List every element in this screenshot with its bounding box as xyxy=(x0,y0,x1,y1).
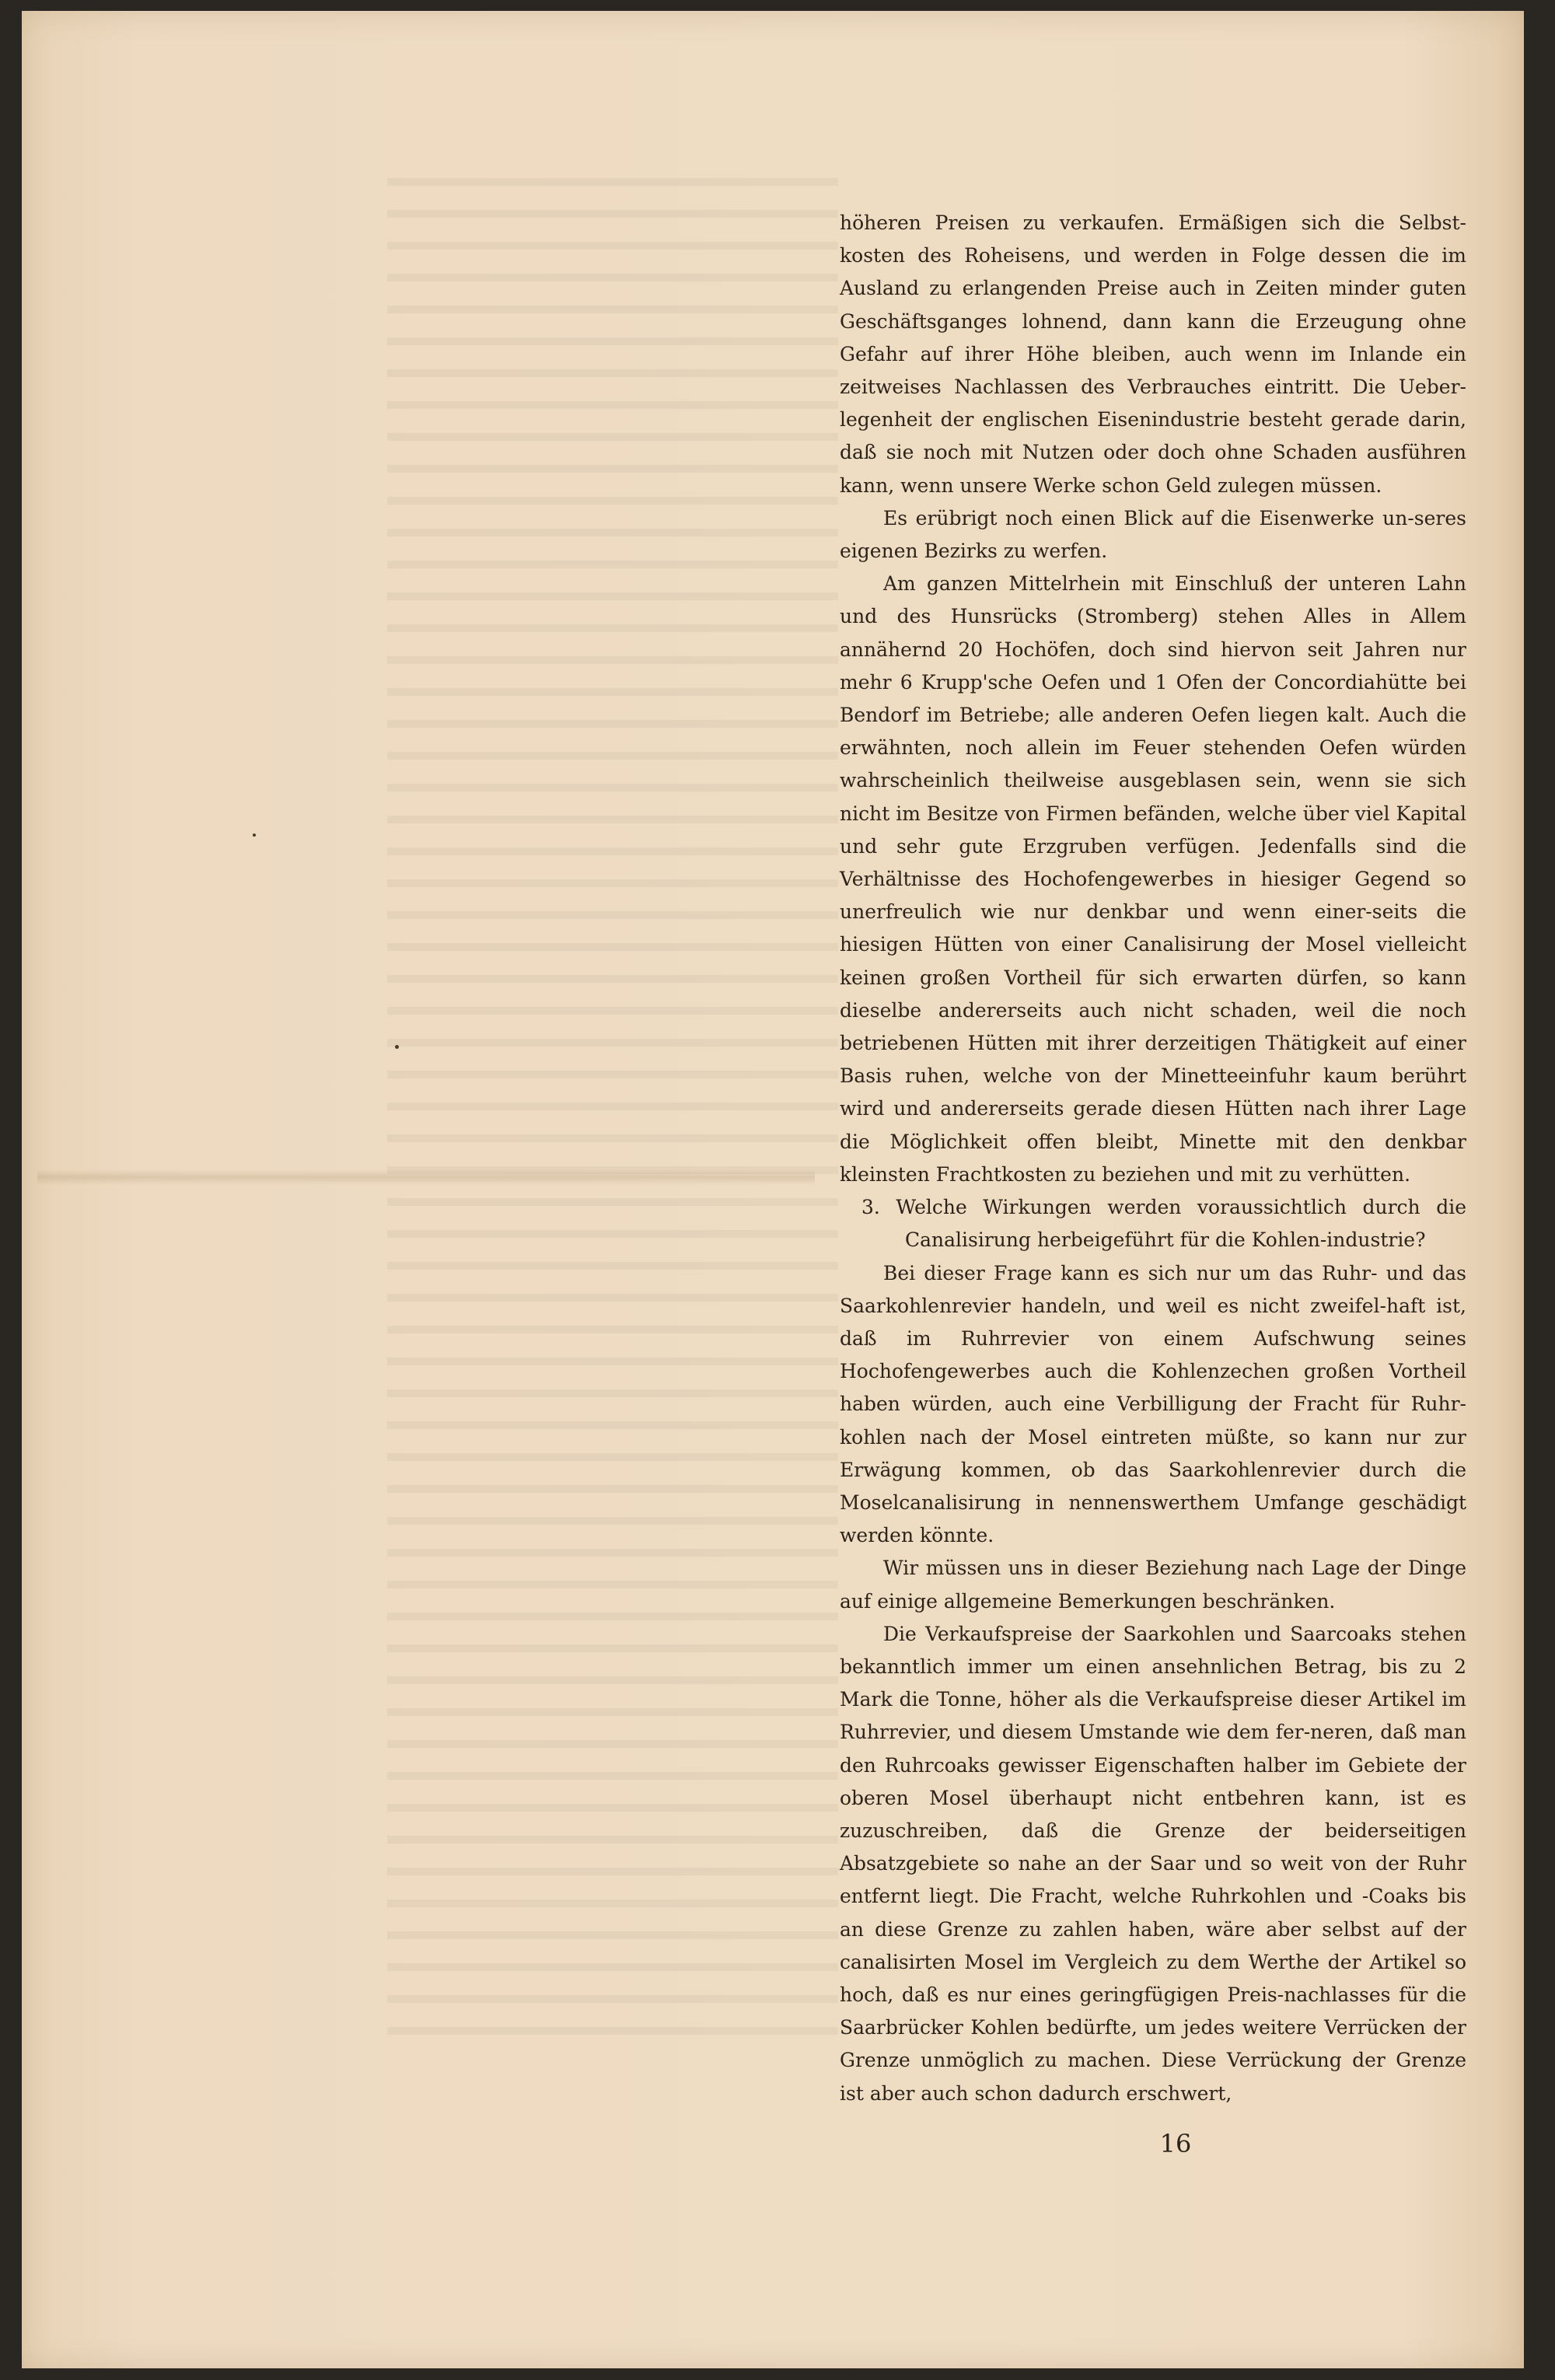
paragraph: Bei dieser Frage kann es sich nur um das Ruhr- und das Saarkohlenrevier handeln, und weil es nicht zweifel-haft ist, daß im Ruhrrevier von einem Aufschwung seines Hochofengewerbes auch die Kohlenzechen großen Vortheil haben würden, auch eine Verbilligung der Fracht für Ruhr-kohlen nach der Mosel eintreten müßte, so kann nur zur Erwägung kommen, ob das Saarkohlenrevier durch die Moselcanalisirung in nennenswerthem Umfange geschädigt werden könnte. xyxy=(840,1261,1466,1547)
paper-sheet xyxy=(22,11,1524,2368)
paper-speck xyxy=(253,834,256,837)
paragraph: Wir müssen uns in dieser Beziehung nach Lage der Dinge auf einige allgemeine Bemerkungen beschränken. xyxy=(840,1557,1466,1613)
paragraph: Die Verkaufspreise der Saarkohlen und Saarcoaks stehen bekanntlich immer um einen ansehnlichen Betrag, bis zu 2 Mark die Tonne, höher als die Verkaufspreise dieser Artikel im Ruhrrevier, und diesem Umstande wie dem fer-neren, daß man den Ruhrcoaks gewisser Eigenschaften halber im Gebiete der oberen Mosel überhaupt nicht entbehren kann, ist es zuzuschreiben, daß die Grenze der beiderseitigen Absatzgebiete so nahe an der Saar und so weit von der Ruhr entfernt liegt. Die Fracht, welche Ruhrkohlen und -Coaks bis an diese Grenze zu zahlen haben, wäre aber selbst auf der canalisirten Mosel im Vergleich zu dem Werthe der Artikel so hoch, daß es nur eines geringfügigen Preis-nachlasses für die Saarbrücker Kohlen bedürfte, um jedes weitere Verrücken der Grenze unmöglich zu machen. Diese Verrückung der Grenze ist aber auch schon dadurch erschwert, xyxy=(840,1622,1466,2105)
show-through-text xyxy=(387,178,838,2044)
paragraph: Am ganzen Mittelrhein mit Einschluß der unteren Lahn und des Hunsrücks (Stromberg) stehen Alles in Allem annähernd 20 Hochöfen, doch sind hiervon seit Jahren nur mehr 6 Krupp'sche Oefen und 1 Ofen der Concordiahütte bei Bendorf im Betriebe; alle anderen Oefen liegen kalt. Auch die erwähnten, noch allein im Feuer stehenden Oefen würden wahrscheinlich theilweise ausgeblasen sein, wenn sie sich nicht im Besitze von Firmen befänden, welche über viel Kapital und sehr gute Erzgruben verfügen. Jedenfalls sind die Verhältnisse des Hochofengewerbes in hiesiger Gegend so unerfreulich wie nur denkbar und wenn einer-seits die hiesigen Hütten von einer Canalisirung der Mosel vielleicht keinen großen Vortheil für sich erwarten dürfen, so kann dieselbe andererseits auch nicht schaden, weil die noch betriebenen Hütten mit ihrer derzeitigen Thätigkeit auf einer Basis ruhen, welche von der Minetteeinfuhr kaum berührt wird und andererseits gerade diesen Hütten nach ihrer Lage die Möglichkeit offen bleibt, Minette mit den denkbar kleinsten Frachtkosten zu beziehen und mit zu verhütten. xyxy=(840,572,1466,1186)
paragraph: Es erübrigt noch einen Blick auf die Eisenwerke un-seres eigenen Bezirks zu werfen. xyxy=(840,506,1466,563)
page-number: 16 xyxy=(1159,2129,1192,2158)
question-heading: 3. Welche Wirkungen werden voraussichtlich durch die Canalisirung herbeigeführt für die Kohlen-industrie? xyxy=(861,1196,1466,1252)
paper-speck xyxy=(395,1045,399,1049)
paragraph: höheren Preisen zu verkaufen. Ermäßigen sich die Selbst-kosten des Roheisens, und werden in Folge dessen die im Ausland zu erlangenden Preise auch in Zeiten minder guten Geschäftsganges lohnend, dann kann die Erzeugung ohne Gefahr auf ihrer Höhe bleiben, auch wenn im Inlande ein zeitweises Nachlassen des Verbrauches eintritt. Die Ueber-legenheit der englischen Eisenindustrie besteht gerade darin, daß sie noch mit Nutzen oder doch ohne Schaden ausführen kann, wenn unsere Werke schon Geld zulegen müssen. xyxy=(840,211,1466,497)
text-column xyxy=(840,207,1466,2110)
